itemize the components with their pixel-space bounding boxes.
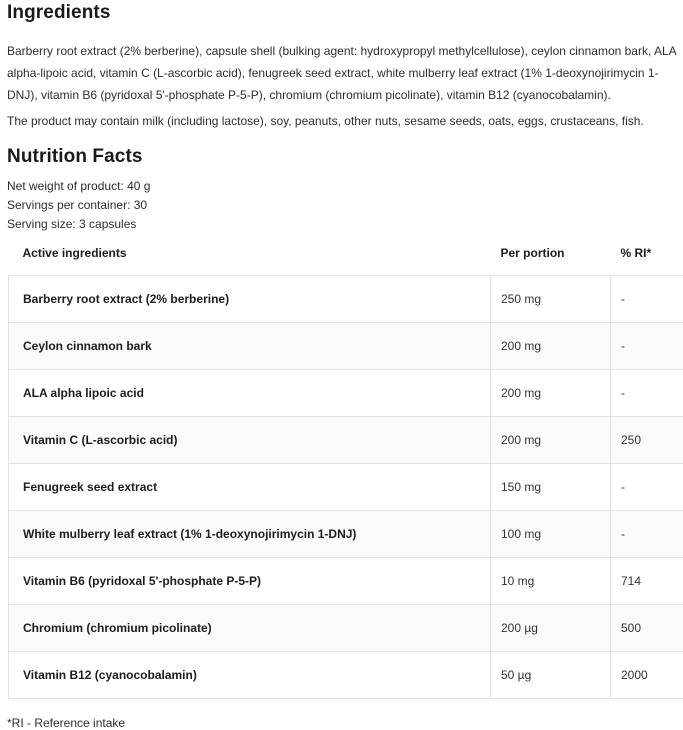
table-row (9, 323, 683, 370)
table-row (9, 370, 683, 417)
net-weight-text: Net weight of product: 40 g (7, 179, 151, 193)
allergen-note: The product may contain milk (including lactose), soy, peanuts, other nuts, sesame seeds, oats, eggs, crustaceans, fish. (7, 114, 644, 128)
ingredients-section (7, 2, 683, 132)
table-row (9, 417, 683, 464)
column-header-active-ingredients: Active ingredients (22, 246, 127, 260)
ingredient-name-cell: Vitamin B6 (pyridoxal 5'-phosphate P-5-P) (9, 558, 491, 605)
ingredient-name-cell: Vitamin C (L-ascorbic acid) (9, 417, 491, 464)
ingredients-title: Ingredients (7, 2, 111, 23)
per-portion-cell: 50 µg (491, 652, 611, 699)
table-row (9, 464, 683, 511)
ingredient-name-cell: ALA alpha lipoic acid (9, 370, 491, 417)
ingredient-name-cell: Ceylon cinnamon bark (9, 323, 491, 370)
ri-cell: 714 (611, 558, 683, 605)
column-header-per-portion: Per portion (500, 246, 565, 260)
per-portion-cell: 150 mg (491, 464, 611, 511)
ri-cell: 250 (611, 417, 683, 464)
table-row (9, 511, 683, 558)
serving-info-block (7, 177, 683, 234)
per-portion-cell: 200 mg (491, 417, 611, 464)
ingredients-text: Barberry root extract (2% berberine), capsule shell (bulking agent: hydroxypropyl methylcellulose), ceylon cinnamon bark, ALA alpha-lipoic acid, vitamin C (L-ascorbic acid), fenugreek seed extract, white mulberry leaf extract (1% 1-deoxynojirimycin 1-DNJ), vitamin B6 (pyridoxal 5'-phosphate P-5-P), chromium (chromium picolinate), vitamin B12 (cyanocobalamin). (7, 44, 676, 102)
ri-cell: 2000 (611, 652, 683, 699)
ri-cell: - (611, 323, 683, 370)
ingredient-name-cell: Barberry root extract (2% berberine) (9, 276, 491, 323)
ri-cell: - (611, 511, 683, 558)
ri-footnote: *RI - Reference intake (7, 716, 126, 730)
table-row (9, 605, 683, 652)
ri-cell: - (611, 464, 683, 511)
ri-cell: 500 (611, 605, 683, 652)
ingredient-name-cell: Fenugreek seed extract (9, 464, 491, 511)
per-portion-cell: 10 mg (491, 558, 611, 605)
nutrition-facts-title: Nutrition Facts (7, 146, 143, 167)
per-portion-cell: 200 mg (491, 323, 611, 370)
column-header-percent-ri: % RI* (620, 246, 652, 260)
ingredient-name-cell: Vitamin B12 (cyanocobalamin) (9, 652, 491, 699)
serving-size-text: Serving size: 3 capsules (7, 217, 137, 231)
per-portion-cell: 200 µg (491, 605, 611, 652)
table-row (9, 558, 683, 605)
per-portion-cell: 100 mg (491, 511, 611, 558)
ri-cell: - (611, 276, 683, 323)
per-portion-cell: 250 mg (491, 276, 611, 323)
ri-cell: - (611, 370, 683, 417)
table-row (9, 652, 683, 699)
active-ingredients-table (8, 246, 683, 699)
servings-per-container-text: Servings per container: 30 (7, 198, 148, 212)
ingredient-name-cell: White mulberry leaf extract (1% 1-deoxynojirimycin 1-DNJ) (9, 511, 491, 558)
table-row (9, 276, 683, 323)
per-portion-cell: 200 mg (491, 370, 611, 417)
ingredient-name-cell: Chromium (chromium picolinate) (9, 605, 491, 652)
table-header-row (9, 246, 683, 276)
nutrition-facts-section (7, 145, 683, 730)
